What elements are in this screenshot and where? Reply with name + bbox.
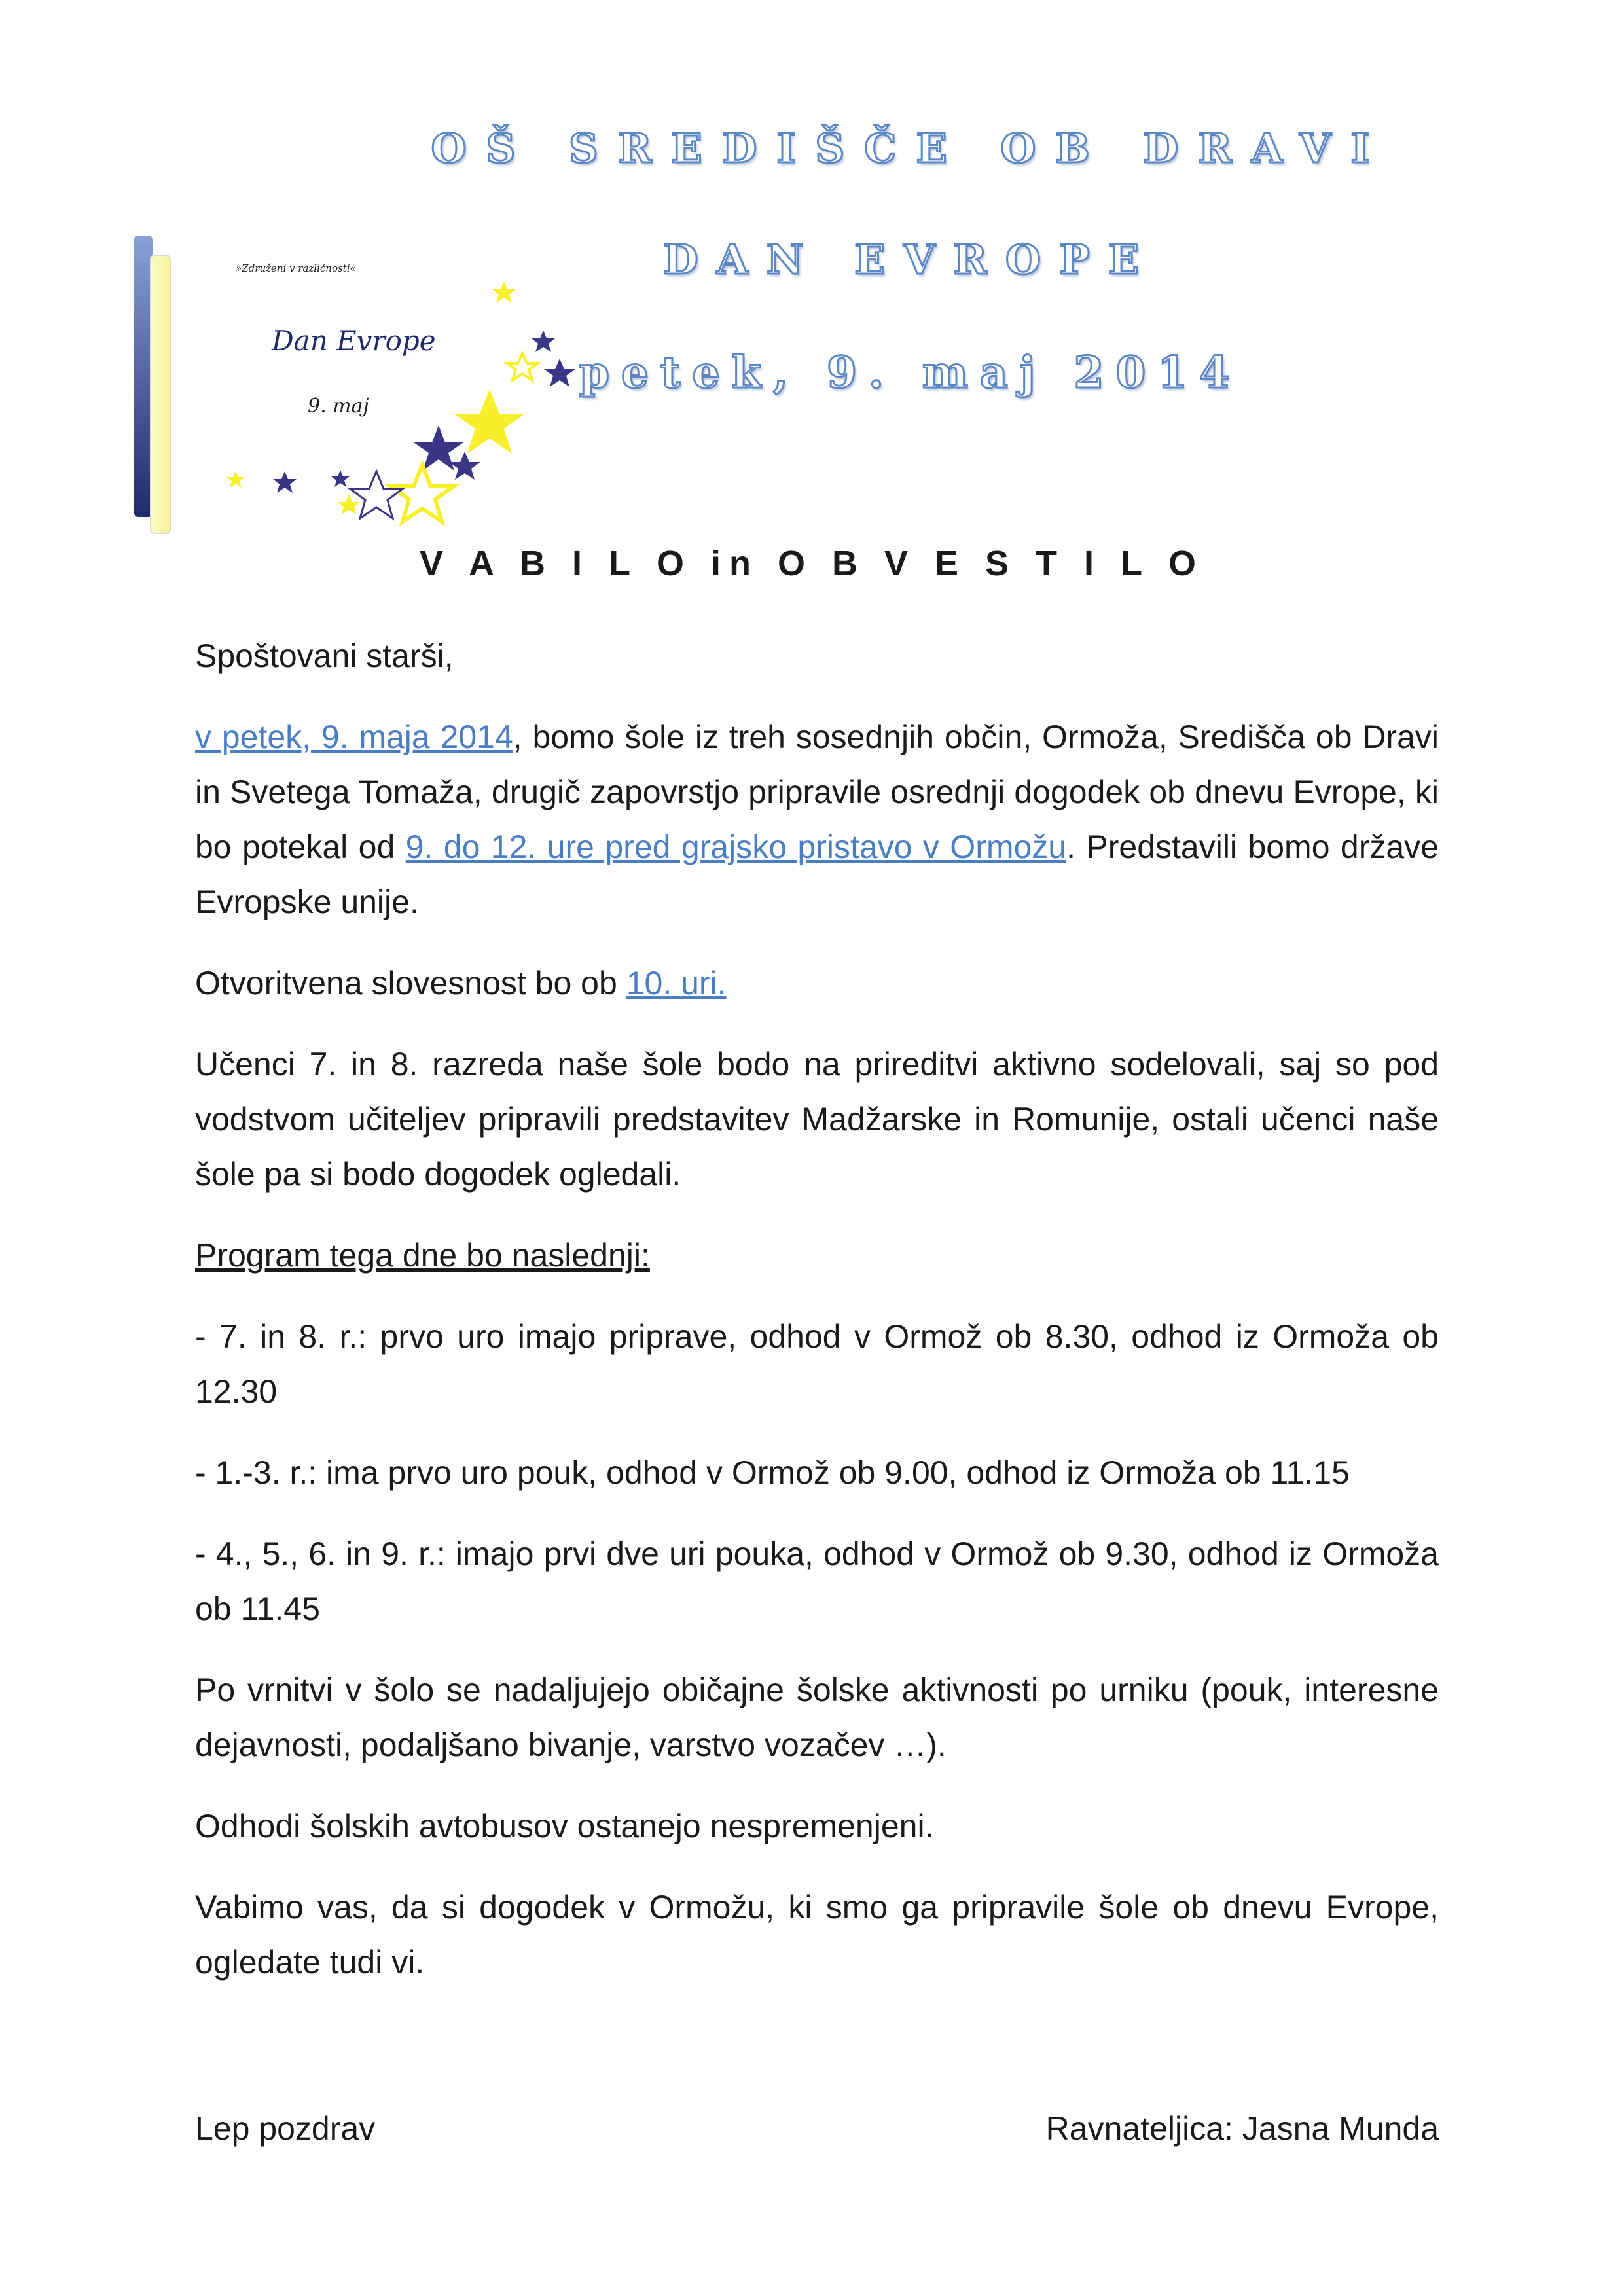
- program-heading: Program tega dne bo naslednji:: [195, 1237, 650, 1274]
- program-item: - 7. in 8. r.: prvo uro imajo priprave, odhod v Ormož ob 8.30, odhod iz Ormoža ob 12.30: [195, 1318, 1439, 1410]
- principal-signature: Ravnateljica: Jasna Munda: [1045, 2110, 1439, 2147]
- event-date-heading: petek, 9. maj 2014: [579, 347, 1242, 398]
- paragraph-event-text-b: . Predstavili bomo države Evropske unije.: [195, 829, 1439, 920]
- letter-body: [195, 628, 1439, 2016]
- star-icon: [226, 471, 245, 488]
- program-item: - 4., 5., 6. in 9. r.: imajo prvi dve uri pouka, odhod v Ormož ob 9.30, odhod iz Ormoža ob 11.45: [195, 1535, 1439, 1627]
- school-name-heading: OŠ SREDIŠČE OB DRAVI: [431, 124, 1390, 172]
- paragraph-opening-text: Otvoritvena slovesnost bo ob: [195, 965, 626, 1001]
- star-icon: [331, 470, 350, 487]
- event-name-heading: DAN EVROPE: [663, 236, 1157, 283]
- logo-motto: »Združeni v različnosti«: [236, 262, 356, 274]
- signature-block: [195, 2101, 1439, 2156]
- paragraph-invitation: Vabimo vas, da si dogodek v Ormožu, ki smo ga pripravile šole ob dnevu Evrope, ogledate tudi vi.: [195, 1889, 1439, 1981]
- event-date-link: v petek, 9. maja 2014: [195, 719, 513, 755]
- event-place-link: 9. do 12. ure pred grajsko pristavo v Ormožu: [405, 829, 1067, 865]
- star-icon: [544, 359, 575, 387]
- program-item: - 1.-3. r.: ima prvo uro pouk, odhod v Ormož ob 9.00, odhod iz Ormoža ob 11.15: [195, 1454, 1350, 1491]
- star-icon: [532, 331, 555, 352]
- document-title: V A B I L O in O B V E S T I L O: [419, 544, 1205, 583]
- paragraph-buses: Odhodi šolskih avtobusov ostanejo nespremenjeni.: [195, 1808, 934, 1844]
- star-icon: [449, 452, 480, 480]
- logo-date: 9. maj: [308, 395, 369, 418]
- star-icon: [350, 471, 403, 518]
- star-icon: [273, 471, 297, 493]
- closing-greeting: Lep pozdrav: [195, 2110, 376, 2147]
- opening-time-link: 10. uri.: [626, 965, 727, 1001]
- salutation: Spoštovani starši,: [195, 637, 454, 674]
- logo-yellow-bar: [151, 255, 170, 533]
- star-icon: [454, 389, 525, 454]
- star-icon: [507, 353, 537, 380]
- paragraph-after-return: Po vrnitvi v šolo se nadaljujejo običajne šolske aktivnosti po urniku (pouk, interesne dejavnosti, podaljšano bivanje, varstvo vozačev …).: [195, 1672, 1439, 1763]
- paragraph-event-text-a: , bomo šole iz treh sosednjih občin, Ormoža, Središča ob Dravi in Svetega Tomaža, drugič zapovrstjo pripravile osrednji dogodek ob dnevu Evrope, ki bo potekal od: [195, 719, 1439, 865]
- paragraph-opening: [195, 956, 1439, 1011]
- logo-title: Dan Evrope: [272, 325, 436, 357]
- paragraph-event: [195, 709, 1439, 929]
- star-icon: [391, 465, 454, 522]
- logo-navy-bar: [134, 236, 153, 517]
- star-icon: [492, 281, 516, 303]
- dan-evrope-logo: [131, 229, 589, 537]
- paragraph-pupils: Učenci 7. in 8. razreda naše šole bodo na prireditvi aktivno sodelovali, saj so pod vodstvom učiteljev pripravili predstavitev Madžarske in Romunije, ostali učenci naše šole pa si bodo dogodek ogledali.: [195, 1046, 1439, 1193]
- star-icons: [226, 281, 575, 522]
- star-icon: [338, 494, 360, 514]
